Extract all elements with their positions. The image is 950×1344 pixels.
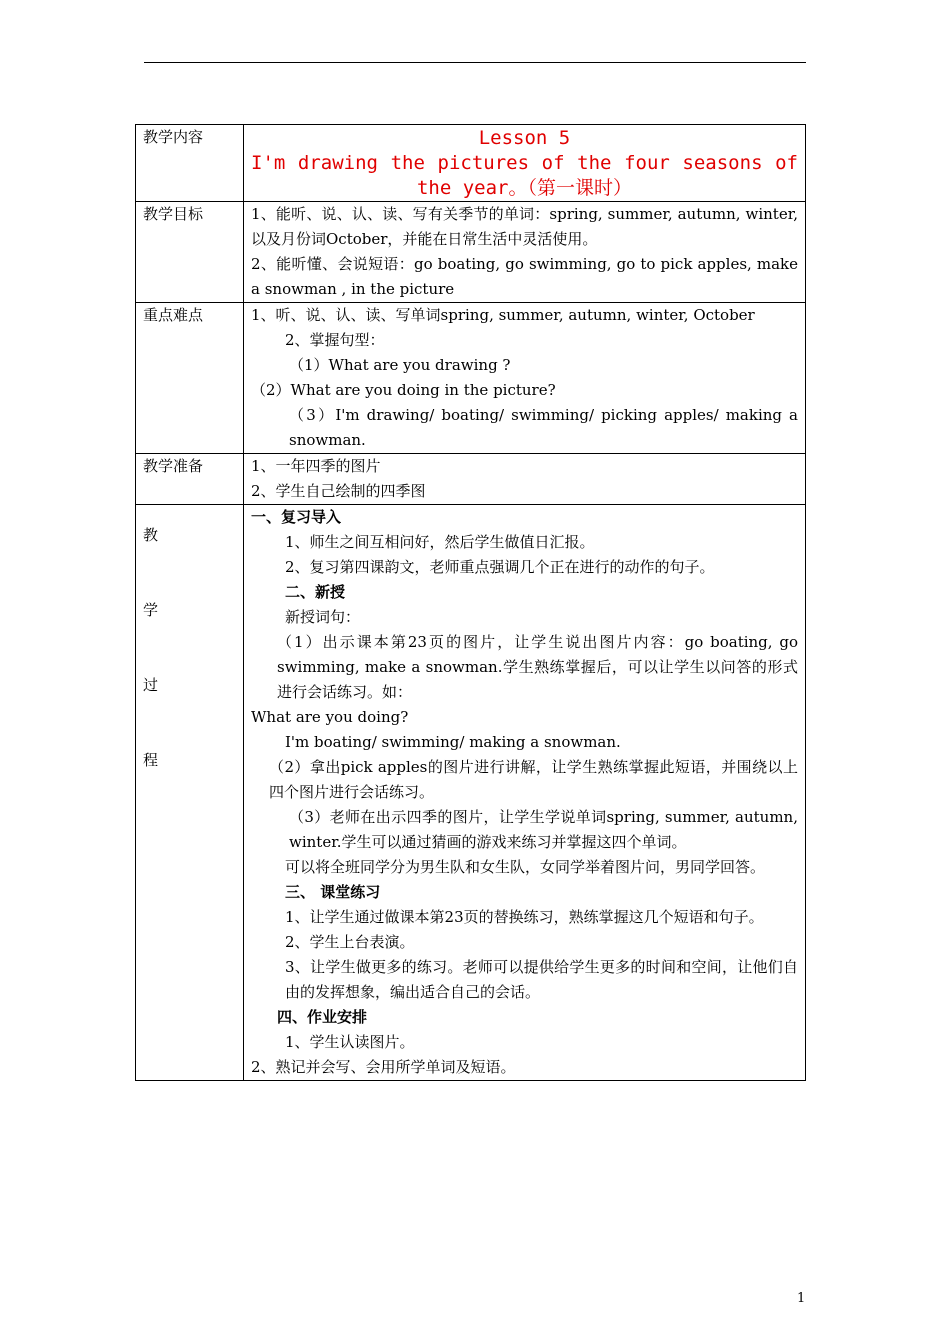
lesson-title [244,125,806,202]
process-paragraph: 2、复习第四课韵文，老师重点强调几个正在进行的动作的句子。 [285,558,715,576]
key-item: （3）I'm drawing/ boating/ swimming/ picking apples/ making a snowman. [289,406,798,449]
process-paragraph: 1、让学生通过做课本第23页的替换练习，熟练掌握这几个短语和句子。 [285,908,764,926]
process-cell [244,505,806,1081]
table-row-process [136,505,806,1081]
table-row-key-points [136,303,806,454]
goal-item: 2、能听懂、会说短语：go boating, go swimming, go to pick apples, make a snowman , in the picture [251,255,798,298]
prep-label: 教学准备 [136,454,244,505]
key-item: 2、掌握句型： [285,331,385,349]
header-rule [144,62,806,63]
lesson-title-line2: I'm drawing the pictures of the four seasons of [251,152,798,174]
process-paragraph: （2）拿出pick apples的图片进行讲解，让学生熟练掌握此短语，并围绕以上四个图片进行会话练习。 [269,758,798,801]
key-label: 重点难点 [136,303,244,454]
process-paragraph: I'm boating/ swimming/ making a snowman. [285,733,621,751]
process-label-char: 学 [143,601,159,619]
section-heading-homework: 四、作业安排 [277,1008,368,1026]
prep-item: 1、一年四季的图片 [251,457,381,475]
key-item: （1）What are you drawing ? [289,356,511,374]
table-row-content [136,125,806,202]
process-label [136,505,244,1081]
process-paragraph: 1、学生认读图片。 [285,1033,415,1051]
process-paragraph: 1、师生之间互相问好，然后学生做值日汇报。 [285,533,595,551]
prep-item: 2、学生自己绘制的四季图 [251,482,426,500]
key-item: 1、听、说、认、读、写单词spring, summer, autumn, winter, October [251,306,755,324]
section-heading-practice: 三、 课堂练习 [285,883,381,901]
table-row-preparation [136,454,806,505]
process-paragraph: 新授词句： [285,608,361,626]
goal-item: 1、能听、说、认、读、写有关季节的单词：spring, summer, autumn, winter,以及月份词October，并能在日常生活中灵活使用。 [251,205,798,248]
process-paragraph: 2、学生上台表演。 [285,933,415,951]
lesson-title-line1: Lesson 5 [478,127,571,149]
section-heading-new: 二、新授 [285,583,346,601]
page-number: 1 [797,1291,806,1306]
process-label-char: 过 [143,676,159,694]
process-paragraph: 3、让学生做更多的练习。老师可以提供给学生更多的时间和空间，让他们自由的发挥想象，编出适合自己的会话。 [285,958,798,1001]
lesson-plan-table [135,124,806,1081]
process-paragraph: （3）老师在出示四季的图片，让学生学说单词spring, summer, autumn, winter.学生可以通过猜画的游戏来练习并掌握这四个单词。 [289,808,798,851]
key-cell [244,303,806,454]
process-paragraph: 2、熟记并会写、会用所学单词及短语。 [251,1058,516,1076]
section-heading-review: 一、复习导入 [251,508,342,526]
process-label-char: 教 [143,526,159,544]
process-paragraph: 可以将全班同学分为男生队和女生队，女同学举着图片问，男同学回答。 [285,858,766,876]
process-label-char: 程 [143,751,159,769]
content-label: 教学内容 [136,125,244,202]
process-paragraph: What are you doing? [251,708,409,726]
goals-label: 教学目标 [136,202,244,303]
goals-cell [244,202,806,303]
lesson-title-line3: the year。（第一课时） [416,177,632,199]
prep-cell [244,454,806,505]
table-row-goals [136,202,806,303]
process-paragraph: （1）出示课本第23页的图片，让学生说出图片内容：go boating, go swimming, make a snowman.学生熟练掌握后，可以让学生以问答的形式进行会话练习。如： [277,633,798,701]
key-item: （2）What are you doing in the picture? [251,381,556,399]
